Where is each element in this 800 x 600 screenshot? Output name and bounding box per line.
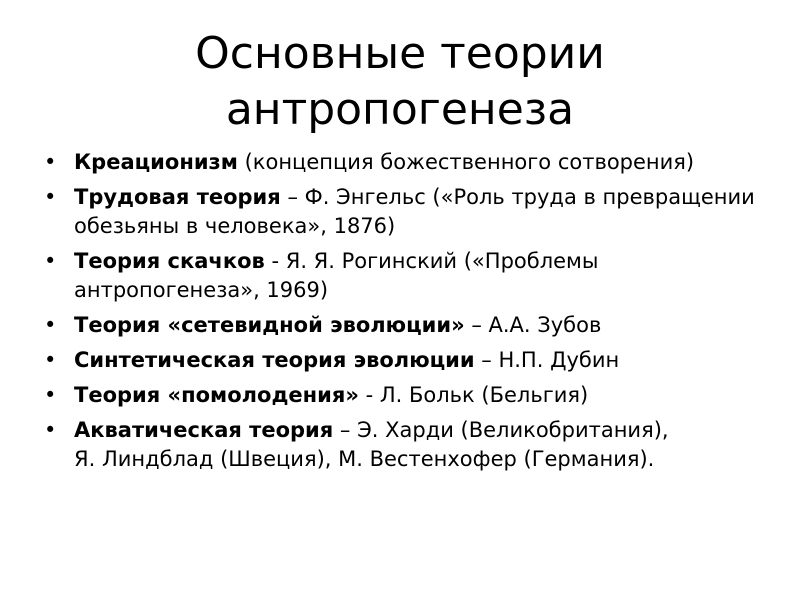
list-item-creationism bbox=[40, 148, 770, 177]
item-text: – Н.П. Дубин bbox=[474, 348, 620, 372]
list-item-synthetic-theory bbox=[40, 346, 770, 375]
list-item-network-evolution bbox=[40, 311, 770, 340]
item-text: – Э. Харди (Великобритания), bbox=[333, 418, 669, 442]
bullet-icon: • bbox=[44, 418, 57, 442]
list-item-leap-theory bbox=[40, 247, 770, 305]
theory-list bbox=[40, 148, 770, 480]
bullet-icon: • bbox=[44, 249, 57, 273]
item-term: Акватическая теория bbox=[74, 418, 334, 442]
item-text: - Я. Я. Рогинский («Проблемы антропогенеза», 1969) bbox=[74, 249, 599, 302]
bullet-icon: • bbox=[44, 348, 57, 372]
list-item-labor-theory bbox=[40, 183, 770, 241]
item-text: – Ф. Энгельс («Роль труда в превращении обезьяны в человека», 1876) bbox=[74, 185, 755, 238]
item-text: – А.А. Зубов bbox=[464, 313, 602, 337]
item-text: - Л. Больк (Бельгия) bbox=[358, 383, 589, 407]
item-term: Синтетическая теория эволюции bbox=[74, 348, 475, 372]
slide-title bbox=[40, 26, 760, 138]
slide-title-line-1: Основные теории bbox=[195, 28, 605, 79]
list-item-aquatic-theory bbox=[40, 416, 770, 474]
item-term: Теория скачков bbox=[74, 249, 265, 273]
item-term: Теория «помолодения» bbox=[74, 383, 359, 407]
slide-title-line-2: антропогенеза bbox=[225, 84, 575, 135]
item-text-continued: Я. Линдблад (Швеция), М. Вестенхофер (Германия). bbox=[74, 447, 655, 471]
bullet-icon: • bbox=[44, 185, 57, 209]
item-term: Теория «сетевидной эволюции» bbox=[74, 313, 465, 337]
bullet-icon: • bbox=[44, 313, 57, 337]
item-text: (концепция божественного сотворения) bbox=[237, 150, 695, 174]
item-term: Трудовая теория bbox=[74, 185, 281, 209]
list-item-fetalization-theory bbox=[40, 381, 770, 410]
bullet-icon: • bbox=[44, 150, 57, 174]
bullet-icon: • bbox=[44, 383, 57, 407]
item-term: Креационизм bbox=[74, 150, 238, 174]
